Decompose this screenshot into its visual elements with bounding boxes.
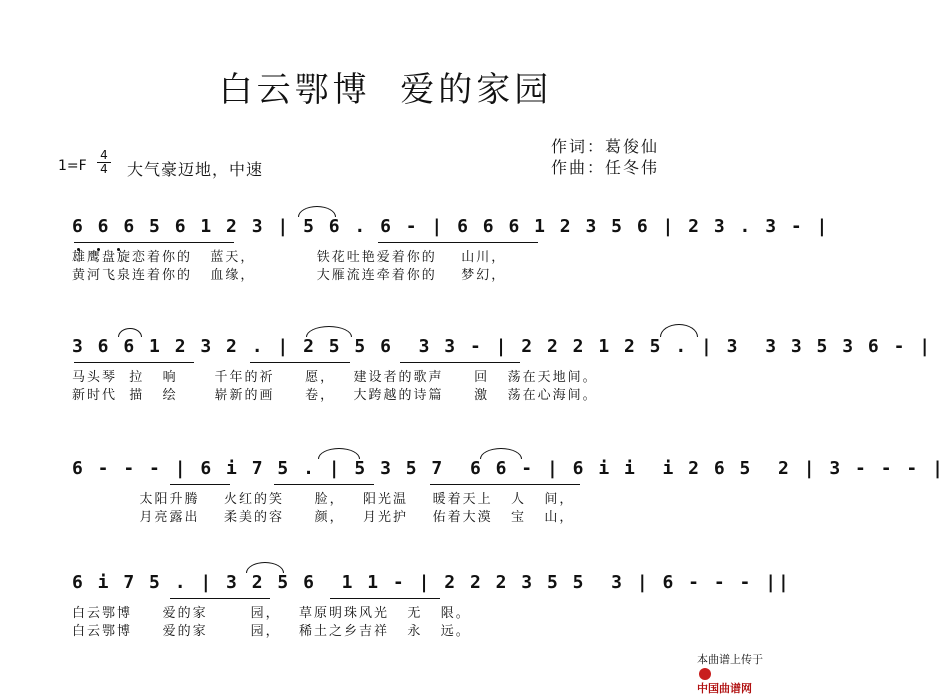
time-signature-bottom: 4 — [97, 162, 111, 176]
beam-underline — [400, 362, 520, 363]
tie-slur — [246, 562, 284, 573]
lyric-verse-1: 雄鹰盘旋恋着你的 蓝天， 铁花吐艳爱着你的 山川， — [72, 250, 507, 265]
score-system-1 — [60, 210, 830, 290]
lyric-verse-1: 马头琴 拉 响 千年的祈 愿， 建设者的歌声 回 荡在天地间。 — [72, 370, 598, 385]
score-system-4 — [60, 566, 791, 646]
notation-line: 3 6 6 1 2 3 2 . | 2 5 5 6 3 3 - | 2 2 2 1 2 5 . | 3 3 3 5 3 6 - | — [72, 336, 933, 357]
composer-credit: 作曲：任冬伟 — [551, 158, 660, 177]
tie-slur — [118, 328, 142, 337]
lyric-verse-2: 月亮露出 柔美的容 颜， 月光护 佑着大漠 宝 山， — [72, 510, 575, 525]
beam-underline — [170, 484, 230, 485]
upload-footer — [690, 638, 763, 696]
beam-underline — [378, 242, 538, 243]
key-signature: 1=F — [58, 158, 87, 174]
beam-underline — [170, 598, 270, 599]
time-signature — [97, 149, 111, 176]
footer-text: 本曲谱上传于 — [697, 653, 763, 666]
site-logo-icon — [699, 668, 711, 680]
score-system-3 — [60, 452, 945, 532]
score-system-2 — [60, 330, 933, 410]
footer-site-link[interactable]: 中国曲谱网 — [697, 682, 752, 695]
notation-line: 6 - - - | 6 i 7 5 . | 5 3 5 7 6 6 - | 6 i i i 2 6 5 2 | 3 - - - | — [72, 458, 945, 479]
beam-underline — [430, 484, 580, 485]
tie-slur — [306, 326, 352, 337]
tie-slur — [660, 324, 698, 337]
tie-slur — [298, 206, 336, 217]
notation-line: 6 6 6 5 6 1 2 3 | 5 6 . 6 - | 6 6 6 1 2 3 5 6 | 2 3 . 3 - | — [72, 216, 830, 237]
lyric-verse-2: 黄河飞泉连着你的 血缘， 大雁流连牵着你的 梦幻， — [72, 268, 507, 283]
tempo-marking: 大气豪迈地，中速 — [127, 160, 264, 179]
lyric-verse-2: 白云鄂博 爱的家 园， 稀土之乡吉祥 永 远。 — [72, 624, 471, 639]
lyric-verse-2: 新时代 描 绘 崭新的画 卷， 大跨越的诗篇 激 荡在心海间。 — [72, 388, 598, 403]
time-signature-top: 4 — [100, 148, 108, 162]
tie-slur — [480, 448, 522, 459]
beam-underline — [330, 598, 440, 599]
lyric-verse-1: 太阳升腾 火红的笑 脸， 阳光温 暖着天上 人 间， — [72, 492, 575, 507]
song-title: 白云鄂博 爱的家园 — [218, 70, 553, 110]
beam-underline — [74, 242, 234, 243]
beam-underline — [274, 484, 374, 485]
notation-line: 6 i 7 5 . | 3 2 5 6 1 1 - | 2 2 2 3 5 5 3 | 6 - - - || — [72, 572, 791, 593]
tie-slur — [318, 448, 360, 459]
beam-underline — [250, 362, 350, 363]
lyric-verse-1: 白云鄂博 爱的家 园， 草原明珠风光 无 限。 — [72, 606, 471, 621]
beam-underline — [74, 362, 194, 363]
lyricist-credit: 作词：葛俊仙 — [551, 137, 660, 156]
